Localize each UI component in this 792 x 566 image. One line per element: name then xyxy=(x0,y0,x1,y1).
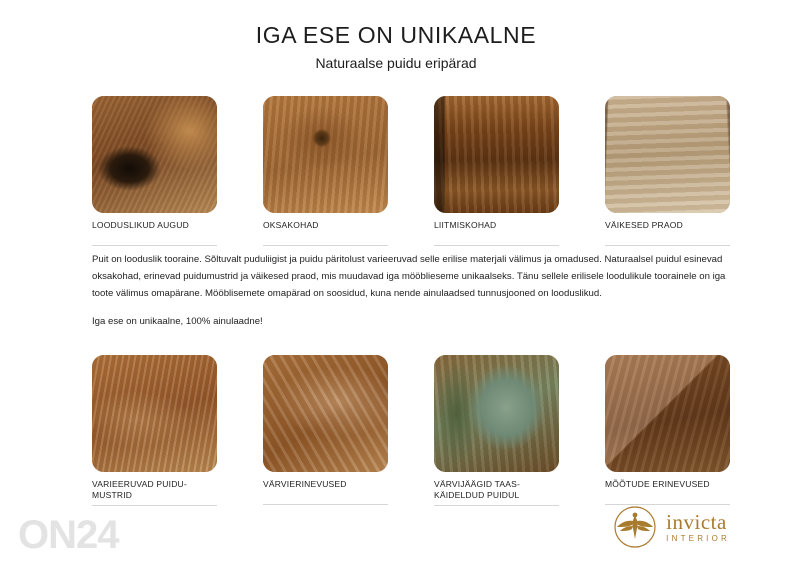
caption-line-2: MUSTRID xyxy=(92,490,133,501)
feature-item xyxy=(92,96,217,246)
body-paragraph-2: Iga ese on unikaalne, 100% ainulaadne! xyxy=(92,316,263,328)
feature-item xyxy=(605,96,730,246)
caption-line-1: MÕÕTUDE ERINEVUSED xyxy=(605,479,710,489)
feature-row-bottom xyxy=(92,355,730,506)
page-header xyxy=(0,22,792,71)
brand-name: invicta xyxy=(666,509,727,534)
caption-line-1: VÄRVIJÄÄGID TAAS- xyxy=(434,479,521,489)
page-title: IGA ESE ON UNIKAALNE xyxy=(255,22,537,48)
thumbnail-size-differences xyxy=(605,355,730,472)
caption-line-1: VÄRVIERINEVUSED xyxy=(263,479,347,489)
winged-emblem-icon xyxy=(612,506,658,548)
feature-item xyxy=(434,96,559,246)
watermark-on24: ON24 xyxy=(18,513,119,557)
feature-item xyxy=(605,355,730,506)
feature-item xyxy=(263,355,388,506)
feature-caption xyxy=(434,220,559,246)
caption-line-1: OKSAKOHAD xyxy=(263,220,319,230)
body-copy xyxy=(92,252,732,331)
body-paragraph-1: Puit on looduslik tooraine. Sõltuvalt puduliigist ja puidu päritolust varieeruvad selle erilise materjali välimus ja omadused. Naturaalsel puidul esinevad oksakohad, erinevad puidumustrid ja väikesed praod, mis muudavad iga mööblieseme unikaalseks. Tänu sellele erilisele loodulikule toorainele on iga toote välimus omapärane. Mööblisemete omapärad on soosidud, kuna nende ainulaadsed tunnusjooned on looduslikud. xyxy=(92,254,726,299)
thumbnail-small-cracks xyxy=(605,96,730,213)
feature-caption xyxy=(434,479,559,506)
thumbnail-paint-residue xyxy=(434,355,559,472)
caption-line-1: VÄIKESED PRAOD xyxy=(605,220,683,230)
caption-line-1: LIITMISKOHAD xyxy=(434,220,497,230)
feature-caption xyxy=(605,220,730,246)
thumbnail-color-differences xyxy=(263,355,388,472)
wood-texture-image xyxy=(434,96,559,213)
wood-texture-image xyxy=(263,96,388,213)
wood-texture-image xyxy=(605,96,730,213)
page-subtitle: Naturaalse puidu eripärad xyxy=(315,55,477,71)
thumbnail-knots xyxy=(263,96,388,213)
feature-row-top xyxy=(92,96,730,246)
feature-item xyxy=(263,96,388,246)
feature-item xyxy=(434,355,559,506)
wood-texture-image xyxy=(263,355,388,472)
feature-caption xyxy=(92,220,217,246)
feature-caption xyxy=(263,220,388,246)
wood-texture-image xyxy=(92,96,217,213)
brand-wordmark xyxy=(666,509,730,543)
wood-texture-image xyxy=(92,355,217,472)
thumbnail-varying-grain xyxy=(92,355,217,472)
feature-caption xyxy=(263,479,388,505)
feature-caption xyxy=(92,479,217,506)
thumbnail-natural-holes xyxy=(92,96,217,213)
brand-subtitle: INTERIOR xyxy=(666,533,730,543)
feature-item xyxy=(92,355,217,506)
caption-line-2: KÄIDELDUD PUIDUL xyxy=(434,490,520,501)
caption-line-1: LOODUSLIKUD AUGUD xyxy=(92,220,189,230)
wood-texture-image xyxy=(605,355,730,472)
feature-caption xyxy=(605,479,730,505)
brand-logo xyxy=(612,506,730,548)
wood-texture-image xyxy=(434,355,559,472)
caption-line-1: VARIEERUVAD PUIDU- xyxy=(92,479,187,489)
thumbnail-joints xyxy=(434,96,559,213)
